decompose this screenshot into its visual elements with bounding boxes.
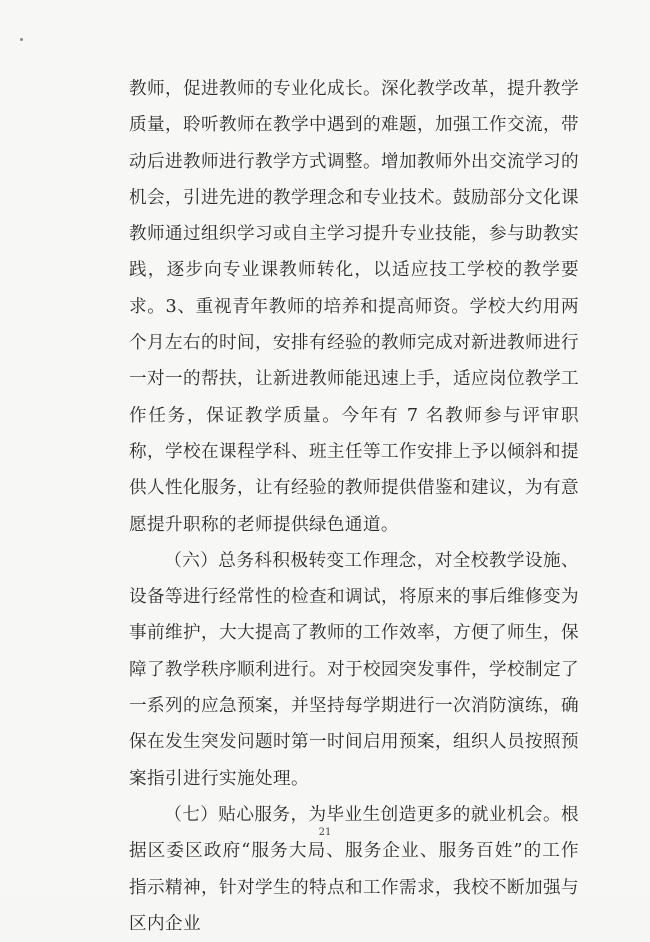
body-text (129, 71, 579, 942)
scan-speck (20, 38, 23, 41)
paragraph-section-6: （六）总务科积极转变工作理念，对全校教学设施、设备等进行经常性的检查和调试，将原来的事后维修变为事前维护，大大提高了教师的工作效率，方便了师生，保障了教学秩序顺利进行。对于校园突发事件，学校制定了一系列的应急预案，并坚持每学期进行一次消防演练，确保在发生突发问题时第一时间启用预案，组织人员按照预案指引进行实施处理。 (129, 550, 579, 789)
paragraph-section-7: （七）贴心服务，为毕业生创造更多的就业机会。根据区委区政府“服务大局、服务企业、服务百姓”的工作指示精神，针对学生的特点和工作需求，我校不断加强与区内企业 (129, 804, 579, 934)
page-number: 21 (318, 827, 332, 838)
paragraph-continuation: 教师，促进教师的专业化成长。深化教学改革，提升教学质量，聆听教师在教学中遇到的难题，加强工作交流，带动后进教师进行教学方式调整。增加教师外出交流学习的机会，引进先进的教学理念和专业技术。鼓励部分文化课教师通过组织学习或自主学习提升专业技能，参与助教实践，逐步向专业课教师转化，以适应技工学校的教学要求。3、重视青年教师的培养和提高师资。学校大约用两个月左右的时间，安排有经验的教师完成对新进教师进行一对一的帮扶，让新进教师能迅速上手，适应岗位教学工作任务，保证教学质量。今年有 7 名教师参与评审职称，学校在课程学科、班主任等工作安排上予以倾斜和提供人性化服务，让有经验的教师提供借鉴和建议，为有意愿提升职称的老师提供绿色通道。 (129, 79, 579, 535)
